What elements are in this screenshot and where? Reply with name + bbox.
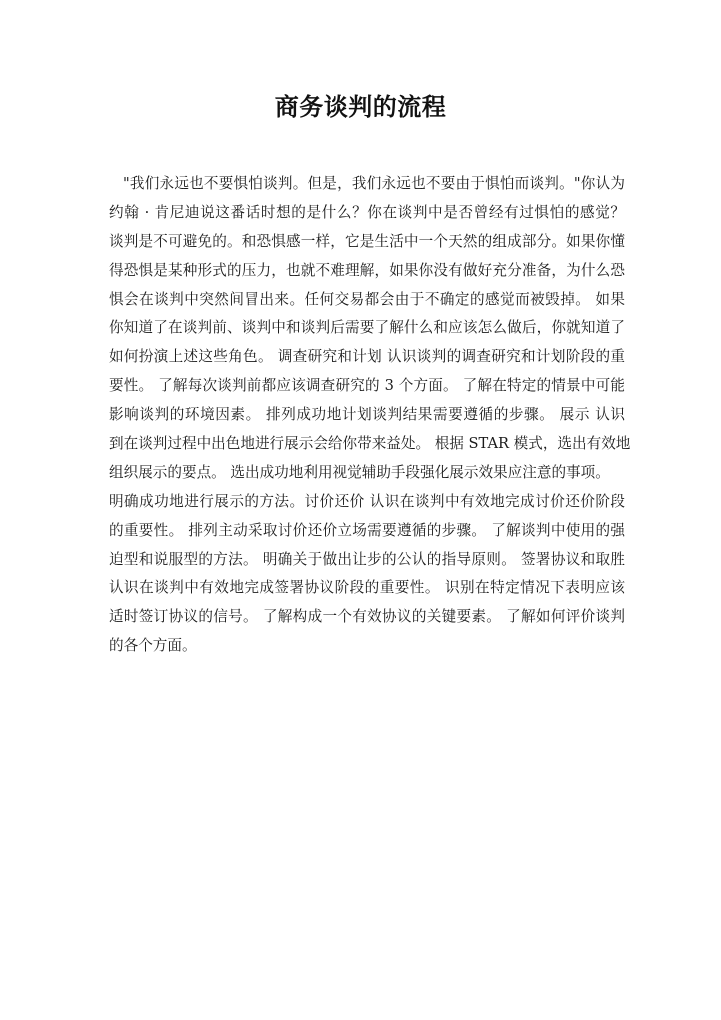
body-line: 到在谈判过程中出色地进行展示会给你带来益处。 根据 STAR 模式，选出有效地 (109, 435, 631, 453)
document-body (109, 170, 631, 661)
body-line: 适时签订协议的信号。 了解构成一个有效协议的关键要素。 了解如何评价谈判 (109, 608, 625, 626)
body-line: 如何扮演上述这些角色。 调查研究和计划 认识谈判的调查研究和计划阶段的重 (109, 348, 625, 366)
body-line: 约翰 · 肯尼迪说这番话时想的是什么？你在谈判中是否曾经有过惧怕的感觉？ (109, 203, 625, 221)
body-line: "我们永远也不要惧怕谈判。但是，我们永远也不要由于惧怕而谈判。"你认为 (123, 175, 625, 192)
document-title: 商务谈判的流程 (274, 92, 447, 121)
body-line: 明确成功地进行展示的方法。讨价还价 认识在谈判中有效地完成讨价还价阶段 (109, 492, 625, 510)
body-line: 谈判是不可避免的。和恐惧感一样，它是生活中一个天然的组成部分。如果你懂 (109, 232, 625, 250)
body-line: 的各个方面。 (109, 637, 197, 655)
body-line: 影响谈判的环境因素。 排列成功地计划谈判结果需要遵循的步骤。 展示 认识 (109, 406, 625, 424)
body-line: 得恐惧是某种形式的压力，也就不难理解，如果你没有做好充分准备，为什么恐 (109, 261, 625, 279)
body-line: 的重要性。 排列主动采取讨价还价立场需要遵循的步骤。 了解谈判中使用的强 (109, 521, 625, 539)
body-line: 组织展示的要点。 选出成功地利用视觉辅助手段强化展示效果应注意的事项。 (109, 463, 610, 481)
body-line: 惧会在谈判中突然间冒出来。任何交易都会由于不确定的感觉而被毁掉。 如果 (109, 290, 625, 308)
body-line: 迫型和说服型的方法。 明确关于做出让步的公认的指导原则。 签署协议和取胜 (109, 550, 625, 568)
body-line: 认识在谈判中有效地完成签署协议阶段的重要性。 识别在特定情况下表明应该 (109, 579, 625, 597)
body-line: 你知道了在谈判前、谈判中和谈判后需要了解什么和应该怎么做后，你就知道了 (109, 319, 625, 337)
body-line: 要性。 了解每次谈判前都应该调查研究的 3 个方面。 了解在特定的情景中可能 (109, 377, 625, 395)
